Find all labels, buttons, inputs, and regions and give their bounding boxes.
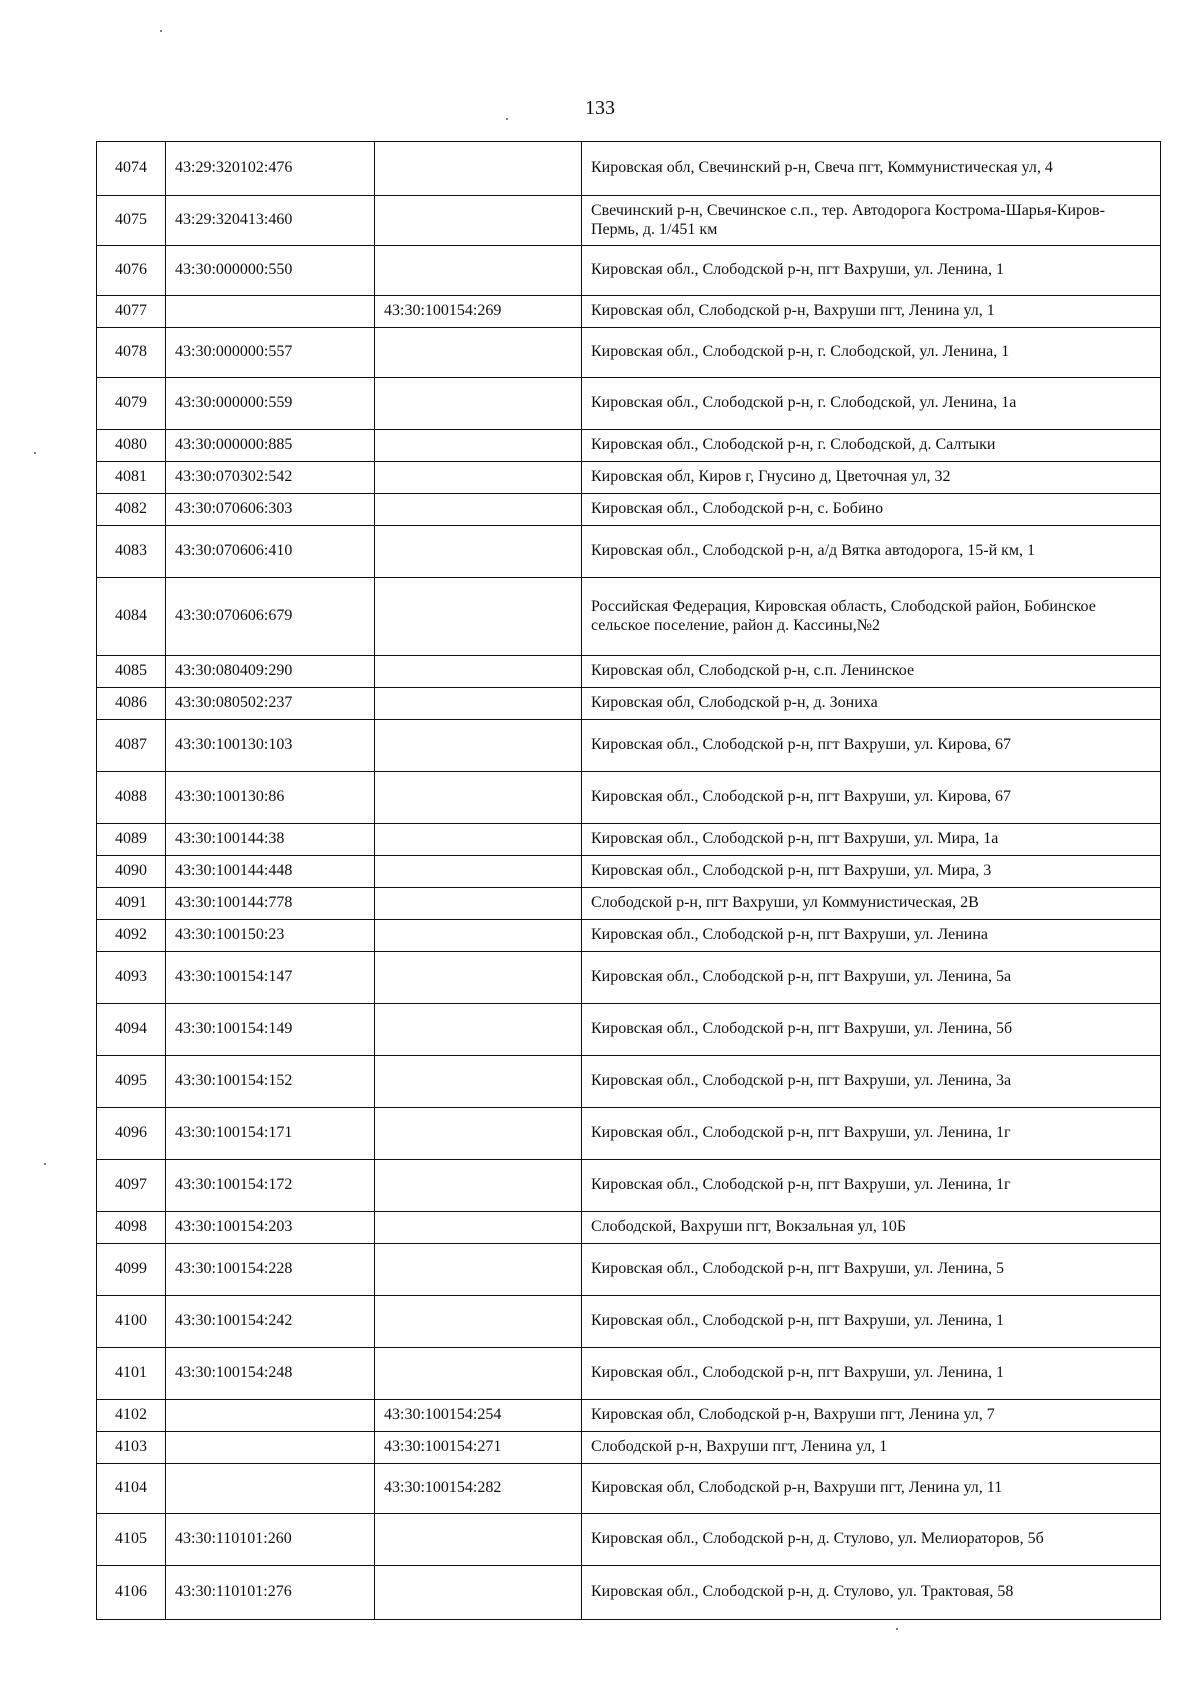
cadastral-number-cell: 43:30:110101:276 <box>166 1566 375 1620</box>
table-row <box>97 1004 1161 1056</box>
table-row <box>97 296 1161 328</box>
address-cell: Кировская обл., Слободской р-н, с. Бобино <box>582 494 1161 526</box>
table-row <box>97 1400 1161 1432</box>
address-cell: Кировская обл, Слободской р-н, Вахруши пгт, Ленина ул, 1 <box>582 296 1161 328</box>
alt-cadastral-number-cell: 43:30:100154:254 <box>375 1400 582 1432</box>
row-number-cell: 4084 <box>97 578 166 656</box>
row-number-cell: 4078 <box>97 328 166 378</box>
cadastral-number-cell: 43:30:070606:679 <box>166 578 375 656</box>
alt-cadastral-number-cell: 43:30:100154:269 <box>375 296 582 328</box>
alt-cadastral-number-cell <box>375 430 582 462</box>
cadastral-number-cell: 43:30:100154:152 <box>166 1056 375 1108</box>
cadastral-number-cell: 43:30:080502:237 <box>166 688 375 720</box>
cadastral-number-cell: 43:30:100154:172 <box>166 1160 375 1212</box>
cadastral-number-cell: 43:29:320102:476 <box>166 142 375 196</box>
address-cell: Кировская обл., Слободской р-н, пгт Вахруши, ул. Ленина, 1г <box>582 1160 1161 1212</box>
address-cell: Кировская обл., Слободской р-н, пгт Вахруши, ул. Мира, 1а <box>582 824 1161 856</box>
cadastral-number-cell: 43:30:070606:410 <box>166 526 375 578</box>
row-number-cell: 4085 <box>97 656 166 688</box>
address-cell: Кировская обл., Слободской р-н, г. Слободской, ул. Ленина, 1 <box>582 328 1161 378</box>
row-number-cell: 4080 <box>97 430 166 462</box>
cadastral-number-cell <box>166 1464 375 1514</box>
alt-cadastral-number-cell <box>375 720 582 772</box>
alt-cadastral-number-cell <box>375 888 582 920</box>
table-row <box>97 920 1161 952</box>
address-cell: Кировская обл, Слободской р-н, с.п. Ленинское <box>582 656 1161 688</box>
address-cell: Слободской, Вахруши пгт, Вокзальная ул, 10Б <box>582 1212 1161 1244</box>
row-number-cell: 4103 <box>97 1432 166 1464</box>
address-cell: Кировская обл., Слободской р-н, пгт Вахруши, ул. Ленина, 1 <box>582 246 1161 296</box>
cadastral-number-cell: 43:30:100154:242 <box>166 1296 375 1348</box>
row-number-cell: 4105 <box>97 1514 166 1566</box>
cadastral-number-cell: 43:30:000000:559 <box>166 378 375 430</box>
alt-cadastral-number-cell <box>375 1348 582 1400</box>
table-row <box>97 578 1161 656</box>
cadastral-number-cell: 43:30:070606:303 <box>166 494 375 526</box>
alt-cadastral-number-cell <box>375 1056 582 1108</box>
address-cell: Свечинский р-н, Свечинское с.п., тер. Автодорога Кострома-Шарья-Киров-Пермь, д. 1/451 км <box>582 196 1161 246</box>
scan-speck <box>34 452 36 454</box>
address-cell: Кировская обл., Слободской р-н, пгт Вахруши, ул. Ленина, 3а <box>582 1056 1161 1108</box>
row-number-cell: 4104 <box>97 1464 166 1514</box>
row-number-cell: 4089 <box>97 824 166 856</box>
row-number-cell: 4092 <box>97 920 166 952</box>
table-row <box>97 772 1161 824</box>
address-cell: Кировская обл., Слободской р-н, г. Слободской, ул. Ленина, 1а <box>582 378 1161 430</box>
table-row <box>97 856 1161 888</box>
cadastral-number-cell: 43:30:100154:228 <box>166 1244 375 1296</box>
address-cell: Кировская обл., Слободской р-н, пгт Вахруши, ул. Ленина <box>582 920 1161 952</box>
table-row <box>97 142 1161 196</box>
alt-cadastral-number-cell <box>375 1514 582 1566</box>
table-row <box>97 888 1161 920</box>
row-number-cell: 4098 <box>97 1212 166 1244</box>
table-row <box>97 494 1161 526</box>
cadastral-number-cell <box>166 296 375 328</box>
address-cell: Кировская обл., Слободской р-н, пгт Вахруши, ул. Ленина, 1г <box>582 1108 1161 1160</box>
table-row <box>97 720 1161 772</box>
registry-table <box>96 141 1161 1620</box>
cadastral-number-cell: 43:30:100130:86 <box>166 772 375 824</box>
alt-cadastral-number-cell <box>375 578 582 656</box>
cadastral-number-cell: 43:30:100130:103 <box>166 720 375 772</box>
address-cell: Кировская обл, Киров г, Гнусино д, Цветочная ул, 32 <box>582 462 1161 494</box>
cadastral-number-cell: 43:30:100144:448 <box>166 856 375 888</box>
row-number-cell: 4088 <box>97 772 166 824</box>
row-number-cell: 4087 <box>97 720 166 772</box>
alt-cadastral-number-cell <box>375 920 582 952</box>
scan-speck <box>44 1163 46 1165</box>
cadastral-number-cell: 43:30:100144:38 <box>166 824 375 856</box>
alt-cadastral-number-cell <box>375 1296 582 1348</box>
table-row <box>97 1432 1161 1464</box>
row-number-cell: 4106 <box>97 1566 166 1620</box>
row-number-cell: 4077 <box>97 296 166 328</box>
row-number-cell: 4074 <box>97 142 166 196</box>
cadastral-number-cell: 43:30:100154:149 <box>166 1004 375 1056</box>
alt-cadastral-number-cell <box>375 196 582 246</box>
row-number-cell: 4101 <box>97 1348 166 1400</box>
row-number-cell: 4094 <box>97 1004 166 1056</box>
alt-cadastral-number-cell <box>375 142 582 196</box>
row-number-cell: 4100 <box>97 1296 166 1348</box>
address-cell: Слободской р-н, Вахруши пгт, Ленина ул, 1 <box>582 1432 1161 1464</box>
alt-cadastral-number-cell <box>375 494 582 526</box>
row-number-cell: 4075 <box>97 196 166 246</box>
row-number-cell: 4099 <box>97 1244 166 1296</box>
alt-cadastral-number-cell <box>375 1212 582 1244</box>
cadastral-number-cell: 43:30:110101:260 <box>166 1514 375 1566</box>
alt-cadastral-number-cell <box>375 656 582 688</box>
scan-speck <box>160 30 162 32</box>
row-number-cell: 4093 <box>97 952 166 1004</box>
table-row <box>97 1160 1161 1212</box>
cadastral-number-cell: 43:30:080409:290 <box>166 656 375 688</box>
alt-cadastral-number-cell <box>375 1566 582 1620</box>
address-cell: Кировская обл., Слободской р-н, пгт Вахруши, ул. Кирова, 67 <box>582 772 1161 824</box>
row-number-cell: 4081 <box>97 462 166 494</box>
address-cell: Кировская обл., Слободской р-н, пгт Вахруши, ул. Мира, 3 <box>582 856 1161 888</box>
table-row <box>97 378 1161 430</box>
table-row <box>97 824 1161 856</box>
alt-cadastral-number-cell <box>375 1108 582 1160</box>
cadastral-number-cell <box>166 1432 375 1464</box>
alt-cadastral-number-cell <box>375 328 582 378</box>
row-number-cell: 4090 <box>97 856 166 888</box>
table-row <box>97 246 1161 296</box>
alt-cadastral-number-cell <box>375 526 582 578</box>
page-number: 133 <box>585 97 615 119</box>
table-row <box>97 1212 1161 1244</box>
table-row <box>97 430 1161 462</box>
table-row <box>97 1108 1161 1160</box>
table-row <box>97 526 1161 578</box>
cadastral-number-cell: 43:30:100154:203 <box>166 1212 375 1244</box>
address-cell: Кировская обл, Слободской р-н, Вахруши пгт, Ленина ул, 7 <box>582 1400 1161 1432</box>
address-cell: Кировская обл., Слободской р-н, пгт Вахруши, ул. Ленина, 5а <box>582 952 1161 1004</box>
table-row <box>97 688 1161 720</box>
table-row <box>97 462 1161 494</box>
address-cell: Кировская обл, Слободской р-н, Вахруши пгт, Ленина ул, 11 <box>582 1464 1161 1514</box>
cadastral-number-cell: 43:30:070302:542 <box>166 462 375 494</box>
address-cell: Слободской р-н, пгт Вахруши, ул Коммунистическая, 2В <box>582 888 1161 920</box>
table-row <box>97 656 1161 688</box>
table-row <box>97 1514 1161 1566</box>
row-number-cell: 4102 <box>97 1400 166 1432</box>
address-cell: Кировская обл., Слободской р-н, пгт Вахруши, ул. Кирова, 67 <box>582 720 1161 772</box>
cadastral-number-cell: 43:30:000000:885 <box>166 430 375 462</box>
alt-cadastral-number-cell <box>375 824 582 856</box>
table-row <box>97 328 1161 378</box>
address-cell: Кировская обл., Слободской р-н, пгт Вахруши, ул. Ленина, 1 <box>582 1348 1161 1400</box>
row-number-cell: 4096 <box>97 1108 166 1160</box>
alt-cadastral-number-cell <box>375 952 582 1004</box>
row-number-cell: 4076 <box>97 246 166 296</box>
address-cell: Кировская обл., Слободской р-н, д. Стулово, ул. Трактовая, 58 <box>582 1566 1161 1620</box>
row-number-cell: 4083 <box>97 526 166 578</box>
cadastral-number-cell: 43:30:000000:550 <box>166 246 375 296</box>
alt-cadastral-number-cell <box>375 1004 582 1056</box>
alt-cadastral-number-cell: 43:30:100154:271 <box>375 1432 582 1464</box>
cadastral-number-cell: 43:30:100144:778 <box>166 888 375 920</box>
table-row <box>97 1244 1161 1296</box>
cadastral-number-cell: 43:30:100154:171 <box>166 1108 375 1160</box>
table-row <box>97 1348 1161 1400</box>
address-cell: Кировская обл, Слободской р-н, д. Зониха <box>582 688 1161 720</box>
scan-speck <box>896 1628 898 1630</box>
alt-cadastral-number-cell <box>375 1244 582 1296</box>
table-row <box>97 1464 1161 1514</box>
table-row <box>97 1566 1161 1620</box>
alt-cadastral-number-cell <box>375 462 582 494</box>
alt-cadastral-number-cell <box>375 1160 582 1212</box>
row-number-cell: 4086 <box>97 688 166 720</box>
alt-cadastral-number-cell <box>375 772 582 824</box>
cadastral-number-cell: 43:30:100154:147 <box>166 952 375 1004</box>
alt-cadastral-number-cell: 43:30:100154:282 <box>375 1464 582 1514</box>
row-number-cell: 4079 <box>97 378 166 430</box>
address-cell: Российская Федерация, Кировская область, Слободской район, Бобинское сельское поселение, район д. Кассины,№2 <box>582 578 1161 656</box>
table-row <box>97 1056 1161 1108</box>
address-cell: Кировская обл, Свечинский р-н, Свеча пгт, Коммунистическая ул, 4 <box>582 142 1161 196</box>
alt-cadastral-number-cell <box>375 688 582 720</box>
address-cell: Кировская обл., Слободской р-н, д. Стулово, ул. Мелиораторов, 5б <box>582 1514 1161 1566</box>
address-cell: Кировская обл., Слободской р-н, а/д Вятка автодорога, 15-й км, 1 <box>582 526 1161 578</box>
row-number-cell: 4082 <box>97 494 166 526</box>
alt-cadastral-number-cell <box>375 378 582 430</box>
alt-cadastral-number-cell <box>375 246 582 296</box>
table-row <box>97 1296 1161 1348</box>
address-cell: Кировская обл., Слободской р-н, пгт Вахруши, ул. Ленина, 1 <box>582 1296 1161 1348</box>
table-row <box>97 952 1161 1004</box>
row-number-cell: 4095 <box>97 1056 166 1108</box>
table-row <box>97 196 1161 246</box>
address-cell: Кировская обл., Слободской р-н, пгт Вахруши, ул. Ленина, 5б <box>582 1004 1161 1056</box>
cadastral-number-cell: 43:30:100154:248 <box>166 1348 375 1400</box>
cadastral-number-cell: 43:30:100150:23 <box>166 920 375 952</box>
row-number-cell: 4097 <box>97 1160 166 1212</box>
address-cell: Кировская обл., Слободской р-н, г. Слободской, д. Салтыки <box>582 430 1161 462</box>
alt-cadastral-number-cell <box>375 856 582 888</box>
cadastral-number-cell: 43:30:000000:557 <box>166 328 375 378</box>
table-body <box>97 142 1161 1620</box>
cadastral-number-cell <box>166 1400 375 1432</box>
row-number-cell: 4091 <box>97 888 166 920</box>
address-cell: Кировская обл., Слободской р-н, пгт Вахруши, ул. Ленина, 5 <box>582 1244 1161 1296</box>
cadastral-number-cell: 43:29:320413:460 <box>166 196 375 246</box>
